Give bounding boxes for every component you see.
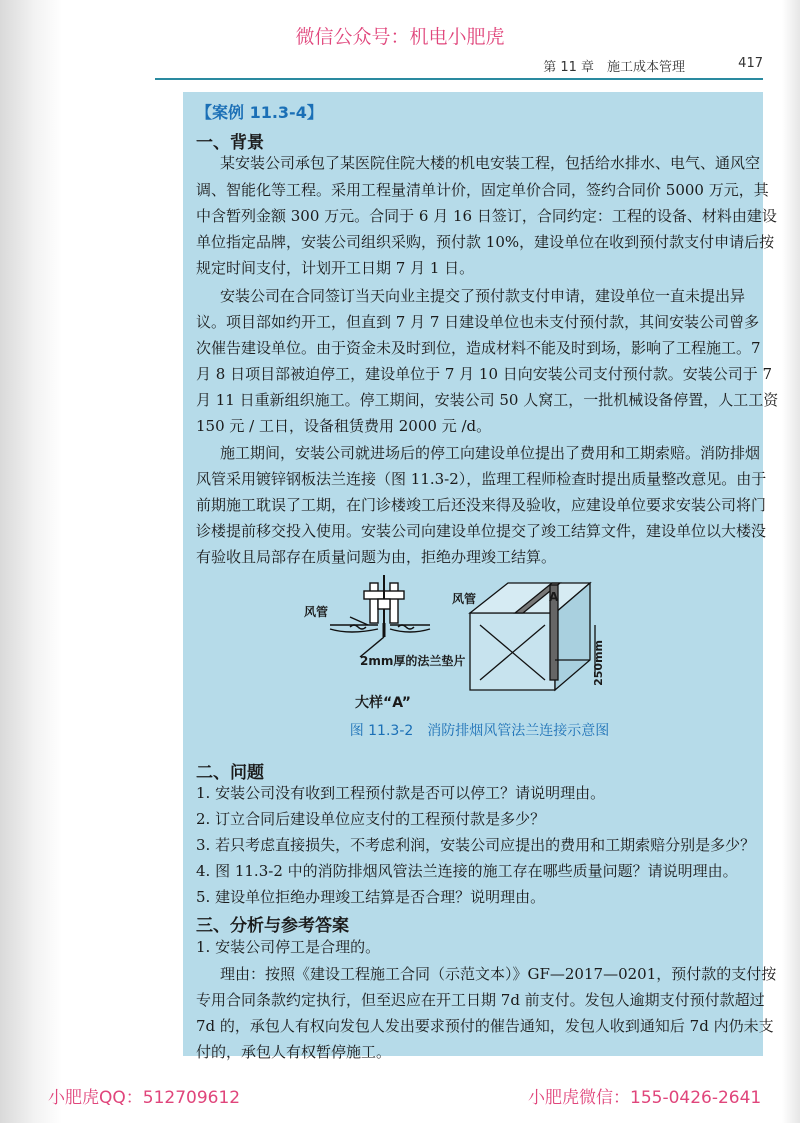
text-line: 150 元 / 工日，设备租赁费用 2000 元 /d。 xyxy=(196,417,492,435)
answer-line: 1. 安装公司停工是合理的。 xyxy=(196,938,381,956)
section-questions-heading: 二、问题 xyxy=(196,763,264,783)
figure-detail-label: 大样“A” xyxy=(355,695,411,711)
figure-label-duct-left: 风管 xyxy=(304,605,329,619)
question-item: 4. 图 11.3-2 中的消防排烟风管法兰连接的施工存在哪些质量问题？请说明理由。 xyxy=(196,862,738,880)
text-line: 中含暂列金额 300 万元。合同于 6 月 16 日签订，合同约定：工程的设备、材料由建设 xyxy=(196,207,777,225)
question-item: 1. 安装公司没有收到工程预付款是否可以停工？请说明理由。 xyxy=(196,784,606,802)
question-item: 3. 若只考虑直接损失，不考虑利润，安装公司应提出的费用和工期索赔分别是多少？ xyxy=(196,836,756,854)
watermark-qq: 小肥虎QQ：512709612 xyxy=(48,1088,241,1108)
text-line: 风管采用镀锌钢板法兰连接（图 11.3-2），监理工程师检查时提出质量整改意见。由于 xyxy=(196,470,767,488)
watermark-top: 微信公众号：机电小肥虎 xyxy=(295,26,505,48)
text-line: 安装公司在合同签订当天向业主提交了预付款支付申请，建设单位一直未提出异 xyxy=(220,287,746,305)
text-line: 月 11 日重新组织施工。停工期间，安装公司 50 人窝工，一批机械设备停置，人工工资 xyxy=(196,391,779,409)
page-binding-shadow xyxy=(0,0,62,1123)
page-number: 417 xyxy=(738,56,763,71)
text-line: 有验收且局部存在质量问题为由，拒绝办理竣工结算。 xyxy=(196,548,557,566)
figure-label-duct-right: 风管 xyxy=(452,592,477,606)
text-line: 月 8 日项目部被迫停工，建设单位于 7 月 10 日向安装公司支付预付款。安装公司于 7 xyxy=(196,365,773,383)
text-line: 诊楼提前移交投入使用。安装公司向建设单位提交了竣工结算文件，建设单位以大楼没 xyxy=(196,522,767,540)
text-line: 议。项目部如约开工，但直到 7 月 7 日建设单位也未支付预付款，其间安装公司曾多 xyxy=(196,313,760,331)
duct-isometric-drawing xyxy=(470,583,595,690)
text-line: 调、智能化等工程。采用工程量清单计价，固定单价合同，签约合同价 5000 万元，其 xyxy=(196,181,769,199)
text-line: 单位指定品牌，安装公司组织采购，预付款 10%，建设单位在收到预付款支付申请后按 xyxy=(196,233,775,251)
text-line: 次催告建设单位。由于资金未及时到位，造成材料不能及时到场，影响了工程施工。7 xyxy=(196,339,761,357)
section-analysis-heading: 三、分析与参考答案 xyxy=(196,916,349,936)
answer-line: 7d 的，承包人有权向发包人发出要求预付的催告通知，发包人收到通知后 7d 内仍未支 xyxy=(196,1017,774,1035)
figure-caption: 图 11.3-2 消防排烟风管法兰连接示意图 xyxy=(349,723,610,739)
answer-line: 付的，承包人有权暂停施工。 xyxy=(196,1043,392,1061)
question-item: 2. 订立合同后建设单位应支付的工程预付款是多少？ xyxy=(196,810,546,828)
page-right-shadow xyxy=(782,0,800,1123)
figure-label-gasket: 2mm厚的法兰垫片 xyxy=(360,654,466,668)
figure-label-dimension: 250mm xyxy=(592,640,605,686)
question-item: 5. 建设单位拒绝办理竣工结算是否合理？说明理由。 xyxy=(196,888,546,906)
text-line: 施工期间，安装公司就进场后的停工向建设单位提出了费用和工期索赔。消防排烟 xyxy=(220,444,761,462)
figure-label-a: A xyxy=(549,590,559,604)
section-background-heading: 一、背景 xyxy=(196,133,264,153)
text-line: 规定时间支付，计划开工日期 7 月 1 日。 xyxy=(196,259,475,277)
flange-detail-drawing xyxy=(330,575,430,657)
text-line: 某安装公司承包了某医院住院大楼的机电安装工程，包括给水排水、电气、通风空 xyxy=(220,154,761,172)
text-line: 前期施工耽误了工期，在门诊楼竣工后还没来得及验收，应建设单位要求安装公司将门 xyxy=(196,496,767,514)
running-head xyxy=(155,56,763,80)
watermark-wechat: 小肥虎微信：155-0426-2641 xyxy=(528,1088,762,1108)
answer-line: 理由：按照《建设工程施工合同（示范文本）》GF—2017—0201，预付款的支付按 xyxy=(220,965,777,983)
chapter-title: 第 11 章 施工成本管理 xyxy=(543,60,685,75)
case-title: 【案例 11.3-4】 xyxy=(196,103,323,122)
answer-line: 专用合同条款约定执行，但至迟应在开工日期 7d 前支付。发包人逾期支付预付款超过 xyxy=(196,991,765,1009)
